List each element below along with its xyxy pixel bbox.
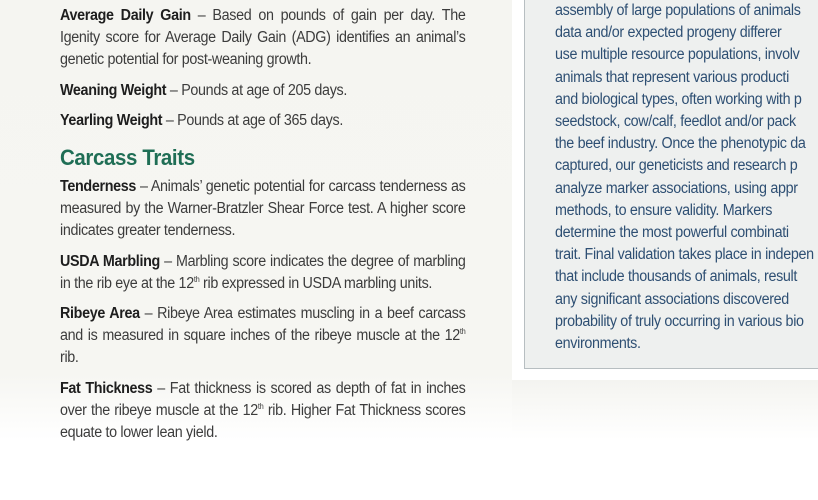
sidebar-line: methods, to ensure validity. Markers (555, 201, 773, 219)
trait-average-daily-gain (60, 5, 465, 72)
trait-description: – Pounds at age of 205 days. (166, 81, 348, 99)
trait-definitions-column (60, 5, 465, 452)
trait-description-end: rib expressed in USDA marbling units. (199, 274, 433, 292)
sidebar-line: analyze marker associations, using appr (555, 179, 798, 197)
trait-fat-thickness (60, 378, 465, 445)
trait-yearling-weight (60, 110, 465, 132)
sidebar-line: trait. Final validation takes place in indepen (555, 246, 814, 264)
trait-term: Average Daily Gain (60, 7, 191, 24)
trait-term: Ribeye Area (60, 305, 140, 323)
sidebar-line: the beef industry. Once the phenotypic da (555, 135, 806, 153)
sidebar-line: assembly of large populations of animals (555, 2, 801, 19)
sidebar-line: determine the most powerful combinati (555, 224, 789, 242)
section-heading-carcass-traits: Carcass Traits (60, 145, 195, 171)
sidebar-line: environments. (555, 335, 641, 353)
lower-right-background (512, 380, 818, 440)
trait-ribeye-area (60, 303, 465, 370)
trait-description: – Fat thickness is scored as depth of fat in inches over the ribeye muscle at the 12 (60, 379, 466, 419)
sidebar-text (555, 0, 818, 355)
trait-description: – Ribeye Area estimates muscling in a beef carcass and is measured in square inches of the ribeye muscle at the 12 (60, 305, 466, 345)
sidebar-callout-box (524, 0, 818, 369)
ordinal-suffix: th (257, 401, 264, 411)
trait-term: USDA Marbling (60, 252, 160, 270)
ordinal-suffix: th (459, 327, 466, 337)
sidebar-line: and biological types, often working with p (555, 90, 802, 108)
trait-term: Weaning Weight (60, 81, 167, 99)
sidebar-line: use multiple resource populations, involv (555, 46, 800, 64)
sidebar-line: data and/or expected progeny differer (555, 24, 782, 42)
sidebar-line: animals that represent various producti (555, 68, 789, 86)
sidebar-line: seedstock, cow/calf, feedlot and/or pack (555, 113, 796, 131)
sidebar-line: that include thousands of animals, result (555, 268, 798, 286)
sidebar-line: any significant associations discovered (555, 290, 789, 308)
trait-weaning-weight (60, 80, 465, 102)
trait-description: – Marbling score indicates the degree of marbling in the rib eye at the 12 (60, 252, 466, 292)
trait-term: Fat Thickness (60, 379, 153, 397)
trait-description-end: rib. (60, 349, 79, 367)
trait-term: Tenderness (60, 178, 137, 196)
trait-description: – Animals’ genetic potential for carcass tenderness as measured by the Warner-Bratzler Shear Force test. A higher score indicates greater tenderness. (60, 178, 466, 240)
trait-tenderness (60, 176, 465, 243)
trait-description: – Based on pounds of gain per day. The Igenity score for Average Daily Gain (ADG) identifies an animal’s genetic potential for post-weaning growth. (60, 7, 466, 69)
trait-description-end: rib. Higher Fat Thickness scores equate to lower lean yield. (60, 401, 466, 442)
trait-description: – Pounds at age of 365 days. (162, 111, 343, 129)
trait-usda-marbling (60, 251, 465, 295)
trait-term: Yearling Weight (60, 111, 163, 129)
sidebar-line: probability of truly occurring in various bio (555, 312, 804, 330)
ordinal-suffix: th (193, 274, 200, 284)
sidebar-line: captured, our geneticists and research p (555, 157, 798, 175)
